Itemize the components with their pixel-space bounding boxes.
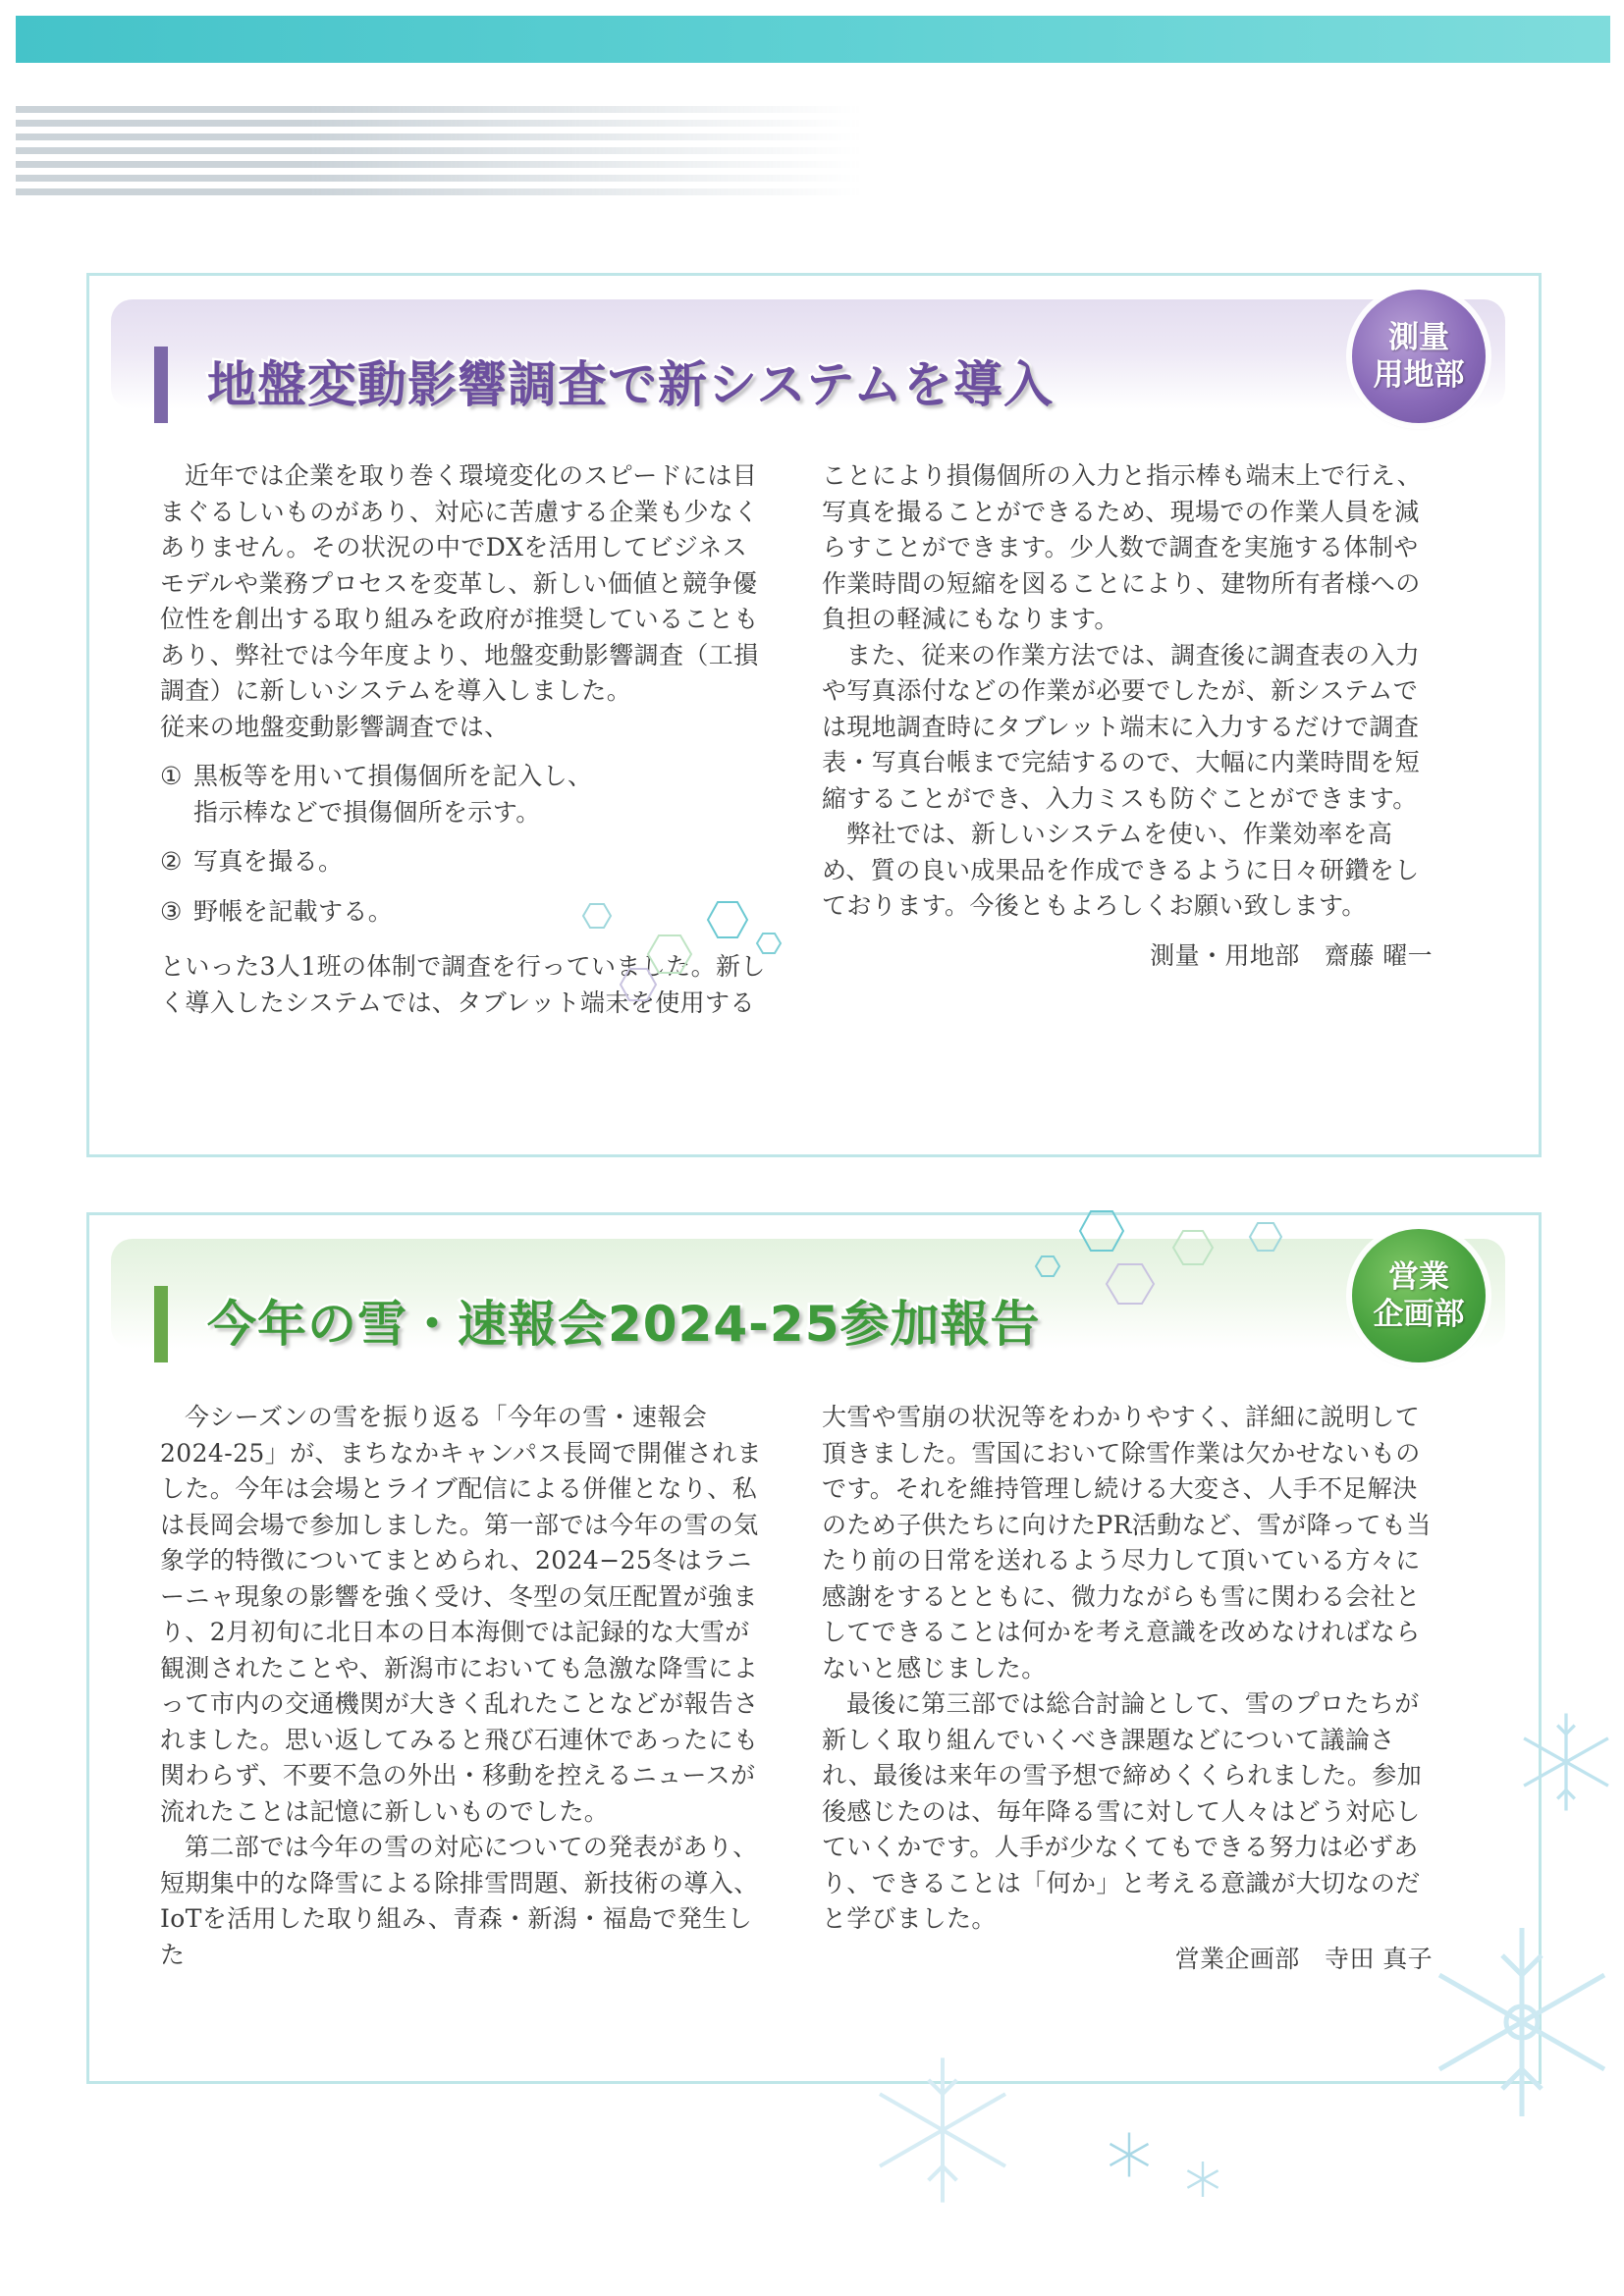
paragraph: 従来の地盤変動影響調査では、 xyxy=(160,712,510,741)
paragraph: 大雪や雪崩の状況等をわかりやすく、詳細に説明して頂きました。雪国において除雪作業は欠かせないものです。それを維持管理し続ける大変さ、人手不足解決のため子供たちに向けたPR活動など、雪が降っても当たり前の日常を送れるよう尽力して頂いている方々に感謝をするとともに、微力ながらも雪に関わる会社としてできることは何かを考え意識を改めなければならないと感じました。 xyxy=(822,1403,1432,1682)
paragraph: 弊社では、新しいシステムを使い、作業効率を高め、質の良い成果品を作成できるように日々研鑽をしております。今後ともよろしくお願い致します。 xyxy=(822,820,1420,920)
paragraph: ことにより損傷個所の入力と指示棒も端末上で行え、写真を撮ることができるため、現場での作業人員を減らすことができます。少人数で調査を実施する体制や作業時間の短縮を図ることにより、建物所有者様への負担の軽減にもなります。 xyxy=(822,461,1423,633)
paragraph: といった3人1班の体制で調査を行っていました。新しく導入したシステムでは、タブレット端末を使用する xyxy=(160,952,766,1017)
badge-line-2: 企画部 xyxy=(1373,1297,1465,1332)
author-signature: 営業企画部 寺田 真子 xyxy=(1174,1944,1433,1973)
right-column xyxy=(822,1400,1433,1977)
snowflake-decoration xyxy=(1183,2160,1222,2199)
title-accent-bar xyxy=(154,1286,168,1362)
hexagon-decoration xyxy=(1002,1205,1336,1323)
department-badge xyxy=(1352,290,1486,423)
list-text: 写真を撮る。 xyxy=(193,847,344,876)
article-title: 地盤変動影響調査で新システムを導入 xyxy=(207,356,1054,413)
hexagon-decoration xyxy=(570,894,865,1032)
paragraph: 近年では企業を取り巻く環境変化のスピードには目まぐるしいものがあり、対応に苦慮する企業も少なくありません。その状況の中でDXを活用してビジネスモデルや業務プロセスを変革し、新しい価値と競争優位性を創出する取り組みを政府が推奨していることもあり、弊社では今年度より、地盤変動影響調査（工損調査）に新しいシステムを導入しました。 xyxy=(160,461,759,705)
list-text-continued: 指示棒などで損傷個所を示す。 xyxy=(193,797,541,827)
top-color-band xyxy=(16,16,1610,63)
left-column xyxy=(160,1400,769,1973)
list-number: ① xyxy=(160,762,183,790)
list-item xyxy=(160,759,769,830)
article-snow-report xyxy=(86,1212,1542,2084)
author-signature: 測量・用地部 齋藤 曜一 xyxy=(1150,940,1433,970)
paragraph: また、従来の作業方法では、調査後に調査表の入力や写真添付などの作業が必要でしたが、新システムでは現地調査時にタブレット端末に入力するだけで調査表・写真台帳まで完結するので、大幅に内業時間を短縮することができ、入力ミスも防ぐことができます。 xyxy=(822,640,1421,813)
article-ground-survey xyxy=(86,273,1542,1157)
paragraph: 最後に第三部では総合討論として、雪のプロたちが新しく取り組んでいくべき課題などについて議論され、最後は来年の雪予想で締めくくられました。参加後感じたのは、毎年降る雪に対して人々はどう対応していくかです。人手が少なくてもできる努力は必ずあり、できることは「何か」と考える意識が大切なのだと学びました。 xyxy=(822,1689,1423,1933)
list-number: ② xyxy=(160,847,183,876)
badge-line-1: 測量 xyxy=(1388,320,1449,355)
article-title: 今年の雪・速報会2024-25参加報告 xyxy=(207,1296,1041,1353)
snowflake-decoration xyxy=(1424,1924,1620,2120)
snowflake-decoration xyxy=(864,2052,1021,2209)
right-column xyxy=(822,458,1433,974)
badge-line-2: 用地部 xyxy=(1373,357,1465,393)
paragraph: 第二部では今年の雪の対応についての発表があり、短期集中的な降雪による除排雪問題、新技術の導入、IoTを活用した取り組み、青森・新潟・福島で発生した xyxy=(160,1833,759,1969)
list-text: 黒板等を用いて損傷個所を記入し、 xyxy=(193,762,593,790)
snowflake-decoration xyxy=(1105,2130,1154,2179)
list-item xyxy=(160,844,769,881)
title-accent-bar xyxy=(154,347,168,423)
list-text: 野帳を記載する。 xyxy=(193,896,394,926)
paragraph: 今シーズンの雪を振り返る「今年の雪・速報会2024-25」が、まちなかキャンパス長岡で開催されました。今年は会場とライブ配信による併催となり、私は長岡会場で参加しました。第一部では今年の雪の気象学的特徴についてまとめられ、2024−25冬はラニーニャ現象の影響を強く受け、冬型の気圧配置が強まり、2月初旬に北日本の日本海側では記録的な大雪が観測されたことや、新潟市においても急激な降雪によって市内の交通機関が大きく乱れたことなどが報告されました。思い返してみると飛び石連休であったにも関わらず、不要不急の外出・移動を控えるニュースが流れたことは記憶に新しいものでした。 xyxy=(160,1403,762,1826)
header-stripe-decoration xyxy=(16,106,860,200)
department-badge xyxy=(1352,1229,1486,1362)
list-number: ③ xyxy=(160,896,183,926)
badge-line-1: 営業 xyxy=(1388,1259,1449,1295)
snowflake-decoration xyxy=(1512,1708,1620,1816)
